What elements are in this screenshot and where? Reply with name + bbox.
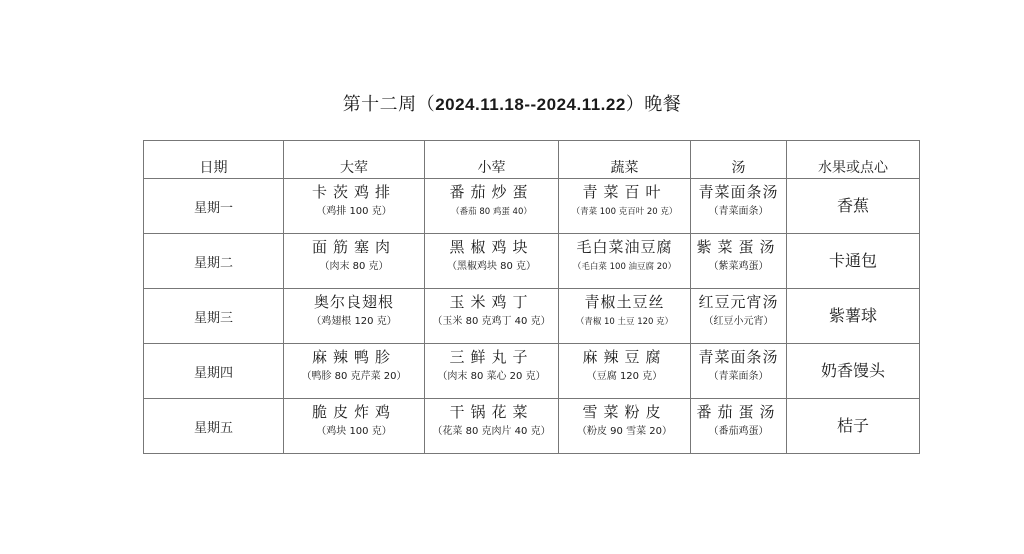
dish-name: 麻辣豆腐 <box>582 348 667 366</box>
day-cell: 星期五 <box>144 399 284 454</box>
table-row <box>144 344 920 399</box>
fruit-text: 卡通包 <box>828 251 877 270</box>
header-big-meat: 大荤 <box>284 141 425 179</box>
dish-name: 干锅花菜 <box>449 403 534 421</box>
dish-detail: （粉皮 90 雪菜 20） <box>577 426 672 437</box>
dish-name: 青菜百叶 <box>582 183 667 201</box>
dish-name: 脆皮炸鸡 <box>311 403 396 421</box>
day-cell: 星期三 <box>144 289 284 344</box>
header-small-meat: 小荤 <box>425 141 559 179</box>
vegetable-cell <box>559 179 691 234</box>
dish-name: 黑椒鸡块 <box>449 238 534 256</box>
header-vegetable: 蔬菜 <box>559 141 691 179</box>
fruit-text: 奶香馒头 <box>820 361 885 380</box>
big-meat-cell <box>284 399 425 454</box>
dish-detail: （紫菜鸡蛋） <box>708 261 769 272</box>
big-meat-cell <box>284 234 425 289</box>
table-row <box>144 234 920 289</box>
fruit-text: 香蕉 <box>836 196 869 215</box>
small-meat-cell <box>425 289 559 344</box>
fruit-text: 紫薯球 <box>828 306 877 325</box>
header-soup: 汤 <box>691 141 787 179</box>
soup-cell <box>691 399 787 454</box>
soup-cell <box>691 234 787 289</box>
table-header-row <box>144 141 920 179</box>
title-date-range: 2024.11.18--2024.11.22 <box>435 95 626 114</box>
table-row <box>144 179 920 234</box>
dish-detail: （玉米 80 克鸡丁 40 克） <box>432 316 551 327</box>
big-meat-cell <box>284 289 425 344</box>
dish-name: 奥尔良翅根 <box>313 293 394 311</box>
table-row <box>144 289 920 344</box>
dish-detail: （红豆小元宵） <box>703 316 774 327</box>
dish-detail: （鸡块 100 克） <box>316 426 392 437</box>
soup-cell <box>691 289 787 344</box>
dinner-menu-table <box>143 140 920 454</box>
soup-cell <box>691 179 787 234</box>
dish-name: 麻辣鸭胗 <box>311 348 396 366</box>
day-cell: 星期四 <box>144 344 284 399</box>
dish-name: 三鲜丸子 <box>449 348 534 366</box>
dish-name: 毛白菜油豆腐 <box>576 238 673 256</box>
dish-name: 番茄炒蛋 <box>449 183 534 201</box>
dish-detail: （青菜 100 克百叶 20 克） <box>571 207 678 217</box>
dish-detail: （青菜面条） <box>708 206 769 217</box>
dish-detail: （鸡排 100 克） <box>316 206 392 217</box>
small-meat-cell <box>425 179 559 234</box>
vegetable-cell <box>559 344 691 399</box>
fruit-cell <box>787 234 920 289</box>
vegetable-cell <box>559 289 691 344</box>
header-date: 日期 <box>144 141 284 179</box>
big-meat-cell <box>284 179 425 234</box>
dish-detail: （青菜面条） <box>708 371 769 382</box>
soup-cell <box>691 344 787 399</box>
dish-detail: （番茄鸡蛋） <box>708 426 769 437</box>
small-meat-cell <box>425 399 559 454</box>
small-meat-cell <box>425 344 559 399</box>
fruit-cell <box>787 289 920 344</box>
dish-detail: （番茄 80 鸡蛋 40） <box>451 207 532 217</box>
header-fruit: 水果或点心 <box>787 141 920 179</box>
dish-name: 雪菜粉皮 <box>582 403 667 421</box>
day-cell: 星期二 <box>144 234 284 289</box>
dish-detail: （鸡翅根 120 克） <box>311 316 397 327</box>
dish-detail: （黑椒鸡块 80 克） <box>446 261 537 272</box>
dish-detail: （豆腐 120 克） <box>586 371 663 382</box>
title-prefix: 第十二周（ <box>342 94 436 115</box>
dish-name: 青椒土豆丝 <box>584 293 665 311</box>
fruit-cell <box>787 179 920 234</box>
small-meat-cell <box>425 234 559 289</box>
dish-name: 番茄蛋汤 <box>696 403 781 421</box>
dish-name: 面筋塞肉 <box>311 238 396 256</box>
dish-detail: （鸭胗 80 克芹菜 20） <box>301 371 407 382</box>
fruit-cell <box>787 399 920 454</box>
table-row <box>144 399 920 454</box>
dish-name: 青菜面条汤 <box>698 348 779 366</box>
vegetable-cell <box>559 234 691 289</box>
dish-name: 红豆元宵汤 <box>698 293 779 311</box>
dish-detail: （肉末 80 菜心 20 克） <box>437 371 546 382</box>
fruit-cell <box>787 344 920 399</box>
dish-detail: （青椒 10 土豆 120 克） <box>575 317 674 327</box>
dish-detail: （肉末 80 克） <box>319 261 389 272</box>
day-cell: 星期一 <box>144 179 284 234</box>
dish-name: 青菜面条汤 <box>698 183 779 201</box>
big-meat-cell <box>284 344 425 399</box>
fruit-text: 桔子 <box>836 416 869 435</box>
dish-name: 紫菜蛋汤 <box>696 238 781 256</box>
page-title <box>0 90 1024 116</box>
title-suffix: ）晚餐 <box>625 94 682 115</box>
dish-name: 玉米鸡丁 <box>449 293 534 311</box>
dish-detail: （毛白菜 100 油豆腐 20） <box>572 262 677 272</box>
dish-detail: （花菜 80 克肉片 40 克） <box>432 426 551 437</box>
vegetable-cell <box>559 399 691 454</box>
dish-name: 卡茨鸡排 <box>311 183 396 201</box>
